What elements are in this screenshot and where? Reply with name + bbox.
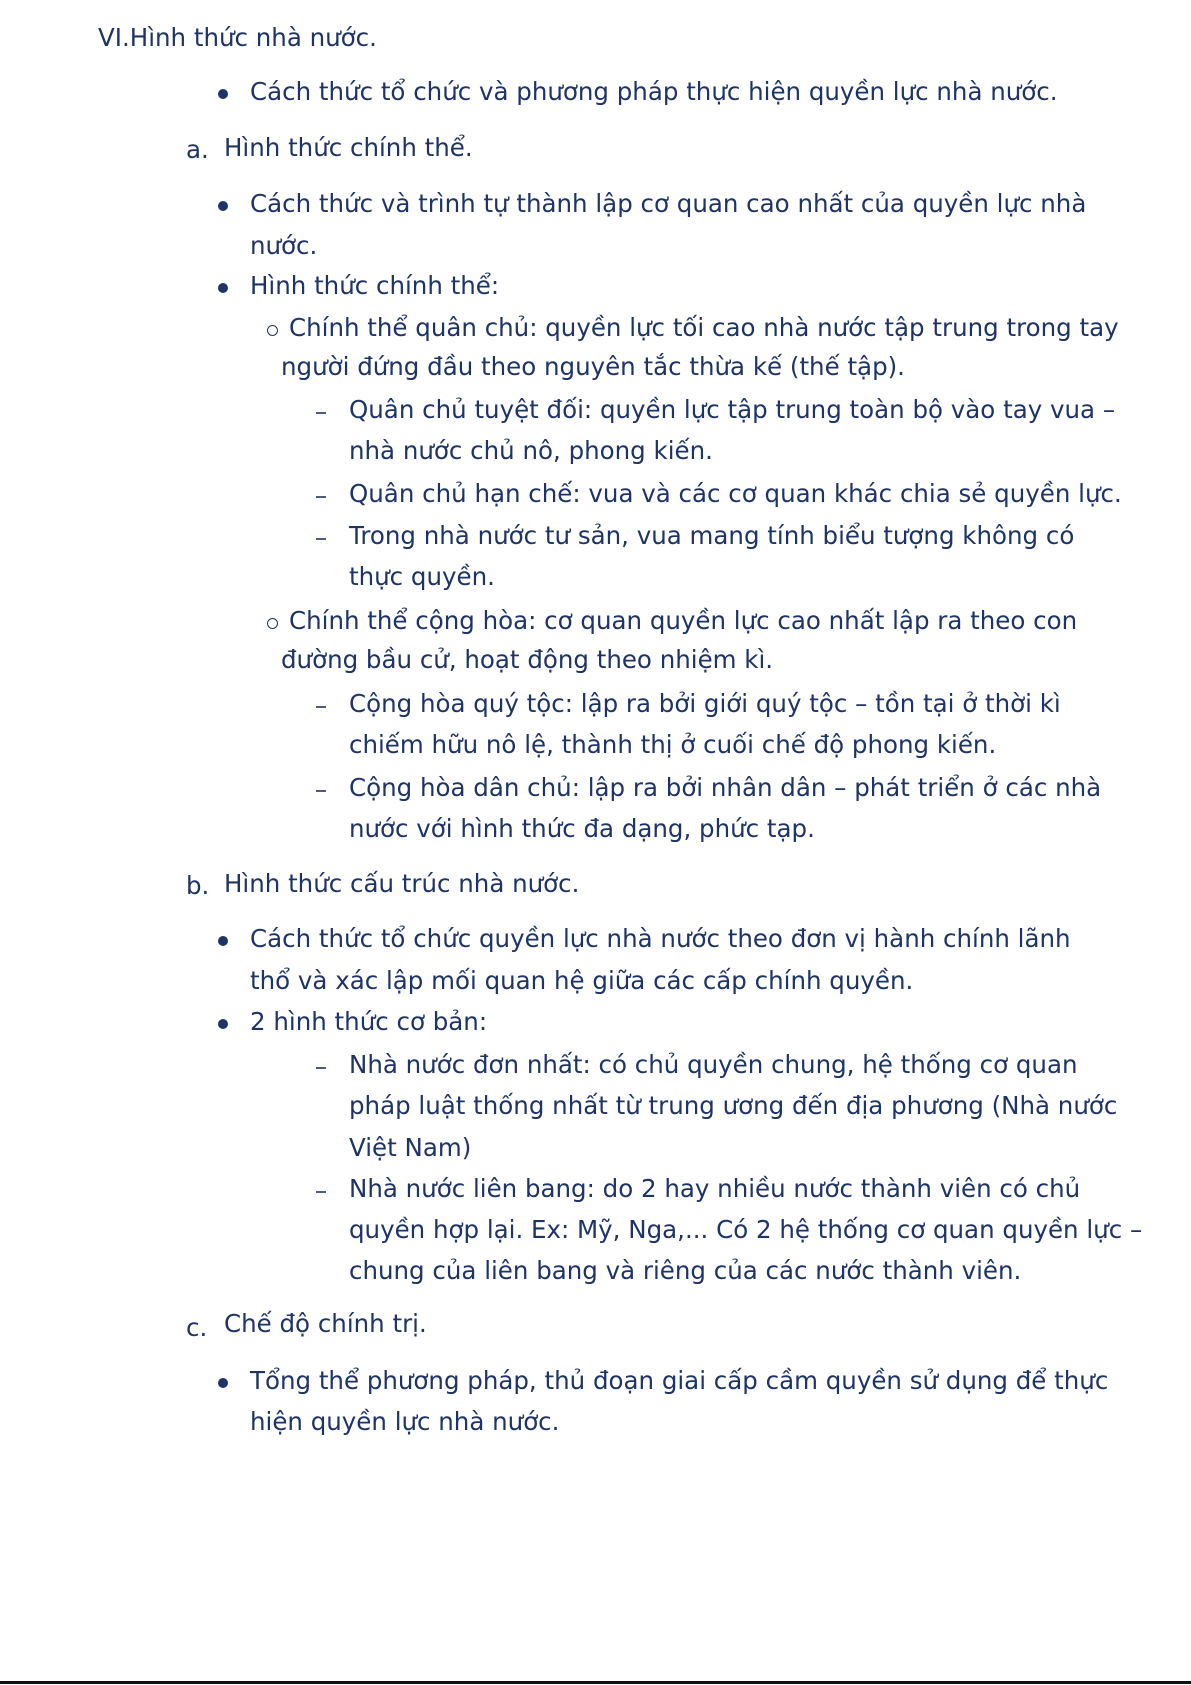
unitary-state-line2: pháp luật thống nhất từ trung ương đến địa phương (Nhà nước (349, 1091, 1118, 1120)
section-c-bullet1-line1: Tổng thể phương pháp, thủ đoạn giai cấp cầm quyền sử dụng để thực (250, 1366, 1109, 1395)
federal-state-line3: chung của liên bang và riêng của các nước thành viên. (349, 1256, 1022, 1285)
section-c-bullet1-line2: hiện quyền lực nhà nước. (250, 1407, 560, 1436)
bullet-dot-icon (218, 201, 228, 211)
bourgeois-monarchy-line2: thực quyền. (349, 562, 495, 591)
absolute-monarchy-line2: nhà nước chủ nô, phong kiến. (349, 436, 713, 465)
aristocratic-republic-line2: chiếm hữu nô lệ, thành thị ở cuối chế độ phong kiến. (349, 730, 997, 759)
bottom-rule (0, 1681, 1191, 1684)
section-c-marker: c. (186, 1313, 208, 1342)
bullet-circle-icon (267, 618, 278, 629)
bullet-dot-icon (218, 89, 228, 99)
section-b-title: Hình thức cấu trúc nhà nước. (224, 869, 580, 898)
bullet-dot-icon (218, 936, 228, 946)
section-b-bullet2: 2 hình thức cơ bản: (250, 1007, 488, 1036)
bullet-dot-icon (218, 1019, 228, 1029)
bullet-dash-icon (316, 790, 326, 792)
bullet-dash-icon (316, 1067, 326, 1069)
intro-bullet-text: Cách thức tổ chức và phương pháp thực hiện quyền lực nhà nước. (250, 77, 1058, 106)
aristocratic-republic-line1: Cộng hòa quý tộc: lập ra bởi giới quý tộc – tồn tại ở thời kì (349, 689, 1061, 718)
section-c-title: Chế độ chính trị. (224, 1309, 427, 1338)
bullet-dot-icon (218, 283, 228, 293)
section-heading (98, 23, 377, 52)
unitary-state-line1: Nhà nước đơn nhất: có chủ quyền chung, hệ thống cơ quan (349, 1050, 1078, 1079)
bullet-dash-icon (316, 496, 326, 498)
limited-monarchy: Quân chủ hạn chế: vua và các cơ quan khác chia sẻ quyền lực. (349, 479, 1122, 508)
section-b-marker: b. (186, 871, 210, 900)
section-a-bullet2: Hình thức chính thể: (250, 271, 500, 300)
section-a-marker: a. (186, 135, 209, 164)
absolute-monarchy-line1: Quân chủ tuyệt đối: quyền lực tập trung toàn bộ vào tay vua – (349, 395, 1116, 424)
bullet-circle-icon (267, 325, 278, 336)
federal-state-line1: Nhà nước liên bang: do 2 hay nhiều nước thành viên có chủ (349, 1174, 1081, 1203)
bullet-dash-icon (316, 1191, 326, 1193)
heading-number: VI. (98, 23, 130, 52)
section-a-bullet1-line2: nước. (250, 231, 318, 260)
democratic-republic-line2: nước với hình thức đa dạng, phức tạp. (349, 814, 815, 843)
bullet-dot-icon (218, 1378, 228, 1388)
bullet-dash-icon (316, 538, 326, 540)
section-b-bullet1-line2: thổ và xác lập mối quan hệ giữa các cấp chính quyền. (250, 966, 914, 995)
bullet-dash-icon (316, 706, 326, 708)
bourgeois-monarchy-line1: Trong nhà nước tư sản, vua mang tính biểu tượng không có (349, 521, 1075, 550)
unitary-state-line3: Việt Nam) (349, 1133, 472, 1162)
section-a-bullet1-line1: Cách thức và trình tự thành lập cơ quan cao nhất của quyền lực nhà (250, 189, 1087, 218)
monarchy-line2: người đứng đầu theo nguyên tắc thừa kế (thế tập). (281, 352, 905, 381)
section-b-bullet1-line1: Cách thức tổ chức quyền lực nhà nước theo đơn vị hành chính lãnh (250, 924, 1071, 953)
monarchy-line1: Chính thể quân chủ: quyền lực tối cao nhà nước tập trung trong tay (289, 313, 1119, 342)
republic-line1: Chính thể cộng hòa: cơ quan quyền lực cao nhất lập ra theo con (289, 606, 1078, 635)
bullet-dash-icon (316, 412, 326, 414)
federal-state-line2: quyền hợp lại. Ex: Mỹ, Nga,... Có 2 hệ thống cơ quan quyền lực – (349, 1215, 1143, 1244)
democratic-republic-line1: Cộng hòa dân chủ: lập ra bởi nhân dân – phát triển ở các nhà (349, 773, 1102, 802)
republic-line2: đường bầu cử, hoạt động theo nhiệm kì. (281, 645, 774, 674)
heading-title: Hình thức nhà nước. (129, 23, 377, 52)
section-a-title: Hình thức chính thể. (224, 133, 473, 162)
